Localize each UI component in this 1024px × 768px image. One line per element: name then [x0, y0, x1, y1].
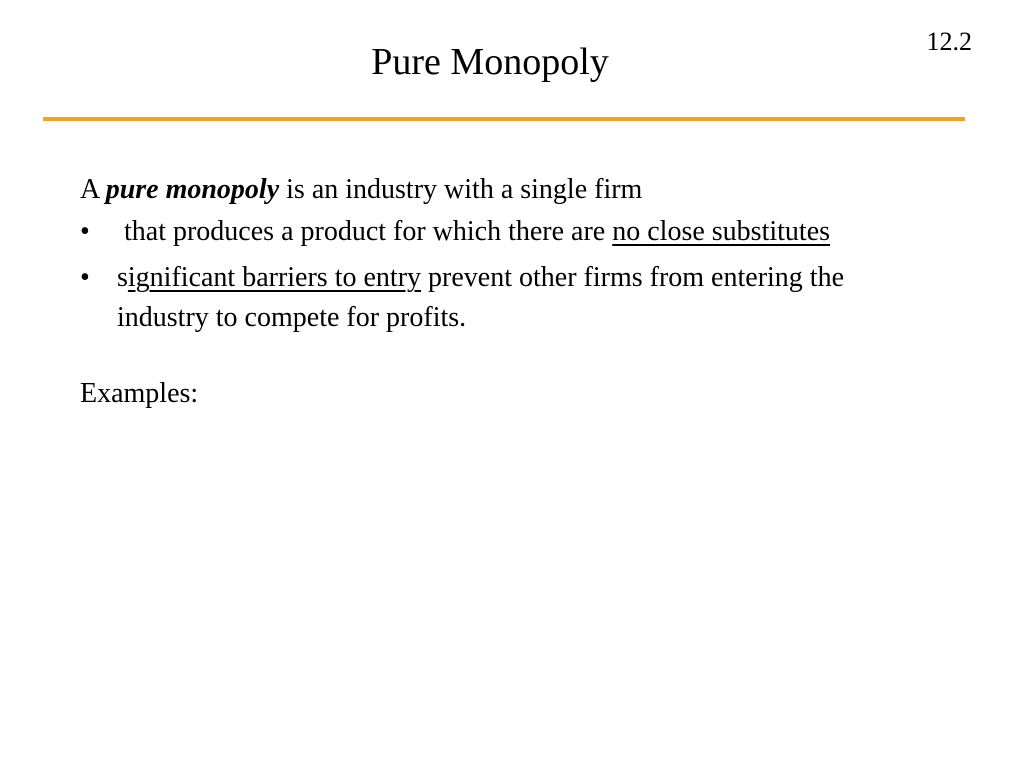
definition-prefix: A — [80, 174, 99, 205]
slide-title: Pure Monopoly — [371, 41, 609, 83]
bullet-text-before: s — [117, 262, 128, 293]
definition-line — [80, 170, 880, 210]
bullet-underlined-term: ignificant barriers to entry — [127, 262, 422, 293]
bullet-marker: • — [80, 262, 90, 293]
bullet-text-after: prevent other firms from entering the industry to compete for profits. — [117, 262, 844, 333]
bullet-underlined-term: no close substitutes — [612, 216, 831, 247]
bullet-list — [80, 212, 880, 338]
slide-body — [80, 170, 880, 414]
bullet-item-barriers-to-entry — [80, 258, 880, 338]
bullet-marker: • — [80, 216, 90, 247]
bullet-item-no-close-substitutes — [80, 212, 880, 252]
title-divider — [43, 117, 965, 121]
definition-term: pure monopoly — [105, 174, 280, 205]
examples-label: Examples: — [80, 378, 199, 409]
slide-number: 12.2 — [926, 27, 972, 56]
definition-suffix: is an industry with a single firm — [286, 174, 643, 205]
bullet-text-before: that produces a product for which there are — [124, 216, 606, 247]
